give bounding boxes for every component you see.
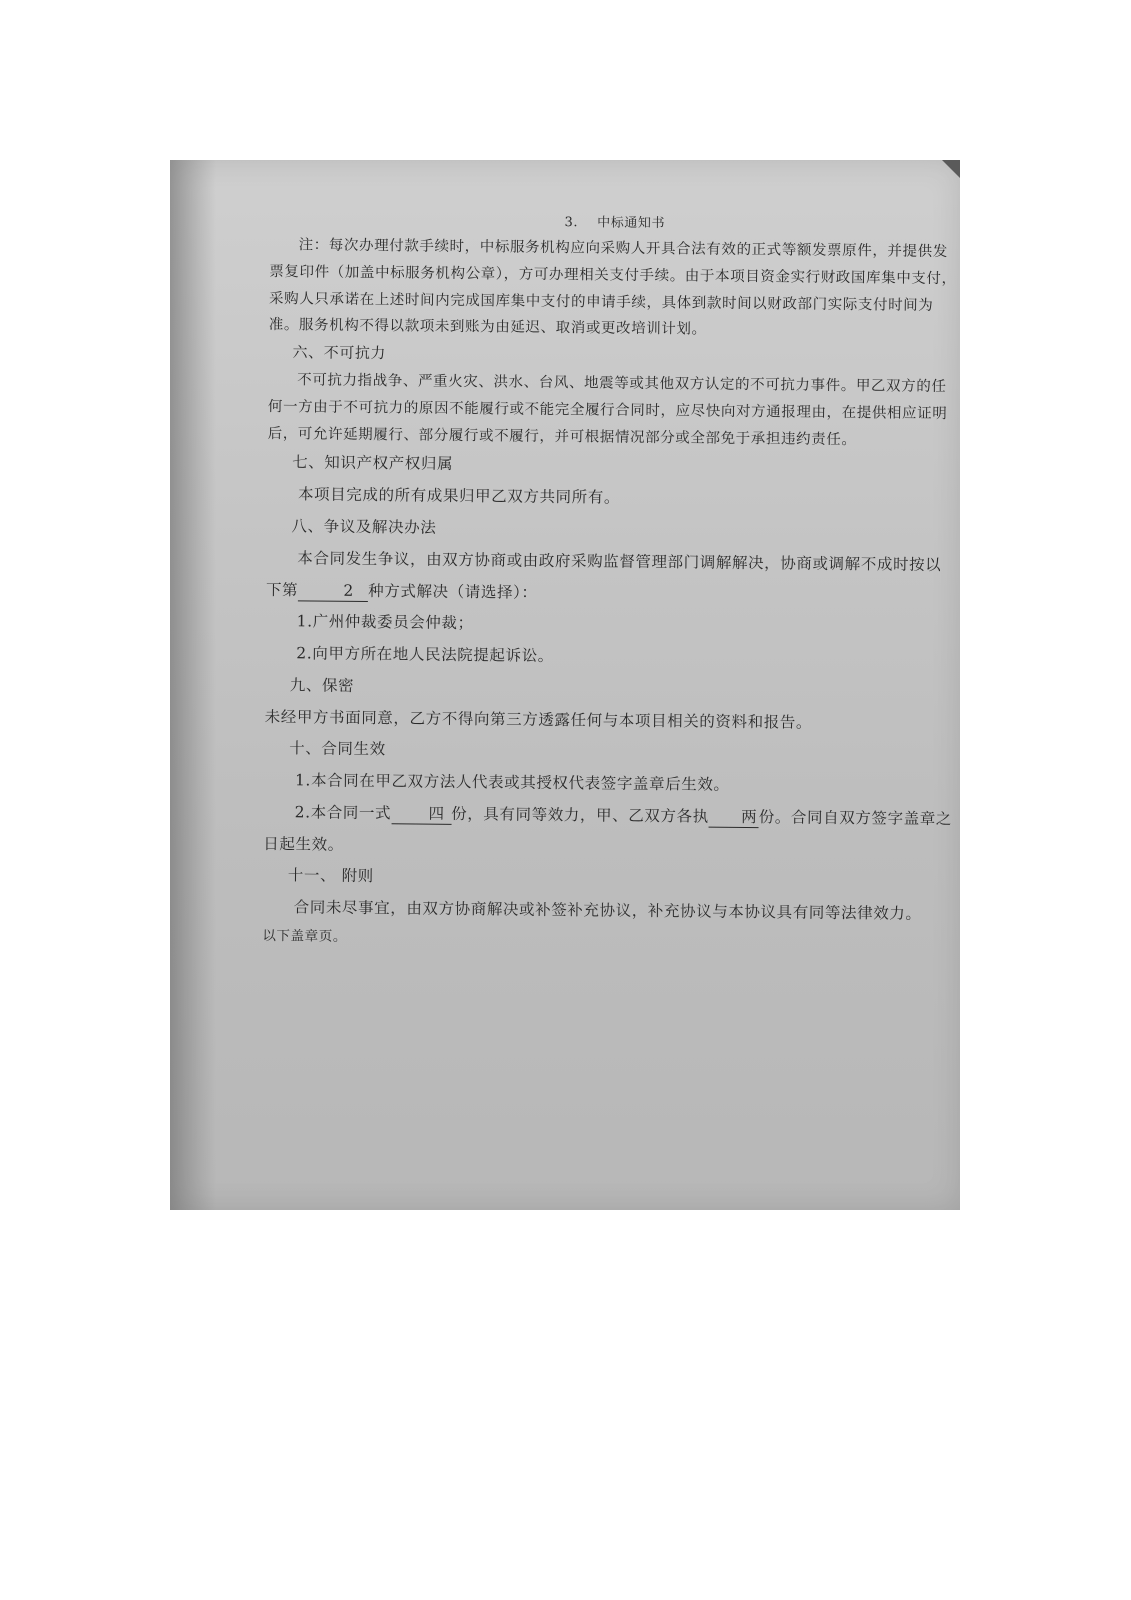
section-8-body-b: 种方式解决（请选择）： [368,581,538,602]
section-8-body [266,543,957,614]
section-7-body: 本项目完成的所有成果归甲乙双方共同所有。 [297,485,621,507]
scanned-page [170,160,960,1210]
section-8-option-2: 2.向甲方所在地人民法院提起诉讼。 [296,644,554,666]
footer-note: 以下盖章页。 [262,927,348,945]
section-10-item-1: 1.本合同在甲乙双方法人代表或其授权代表签字盖章后生效。 [294,771,730,794]
header-title: 中标通知书 [597,215,666,232]
corner-mark [942,160,960,178]
header-item: 3. [564,215,579,231]
section-10-item-2-b: 份，具有同等效力，甲、乙双方各执 [451,804,709,826]
document-body [262,208,960,956]
dispute-choice-blank: 2 [298,580,368,602]
section-11-title: 十一、 附则 [287,866,374,886]
section-10-item-2-c: 份。合同自双方签字盖章之日起生效。 [263,808,953,854]
section-9-body: 未经甲方书面同意，乙方不得向第三方透露任何与本项目相关的资料和报告。 [264,707,813,732]
each-party-copies-blank: 两 [709,807,759,829]
section-9-title: 九、保密 [289,676,355,695]
section-10-title: 十、合同生效 [289,739,386,759]
section-8-body-a: 本合同发生争议，由双方协商或由政府采购监督管理部门调解解决，协商或调解不成时按以下第 [265,549,942,599]
section-8-option-1: 1.广州仲裁委员会仲裁； [296,612,474,633]
section-8-title: 八、争议及解决办法 [291,517,437,537]
section-6-title: 六、不可抗力 [292,343,387,363]
page-edge-shadow [170,160,216,1210]
section-10-item-2 [263,797,954,868]
section-10-item-2-a: 2.本合同一式 [294,803,392,823]
section-6-body: 不可抗力指战争、严重火灾、洪水、台风、地震等或其他双方认定的不可抗力事件。甲乙双方的任何一方由于不可抗力的原因不能履行或不能完全履行合同时，应尽快向对方通报理由，在提供相应证明后，可允许延期履行、部分履行或不履行，并可根据情况部分或全部免于承担违约责任。 [267,372,948,448]
copies-blank: 四 [391,803,451,825]
section-11-body: 合同未尽事宜，由双方协商解决或补签补充协议，补充协议与本协议具有同等法律效力。 [293,898,922,924]
payment-note: 注：每次办理付款手续时，中标服务机构应向采购人开具合法有效的正式等额发票原件，并提供发票复印件（加盖中标服务机构公章），方可办理相关支付手续。由于本项目资金实行财政国库集中支付，采购人只承诺在上述时间内完成国库集中支付的申请手续，具体到款时间以财政部门实际支付时间为准。服务机构不得以款项未到账为由延迟、取消或更改培训计划。 [268,237,957,339]
section-7-title: 七、知识产权产权归属 [292,453,454,474]
